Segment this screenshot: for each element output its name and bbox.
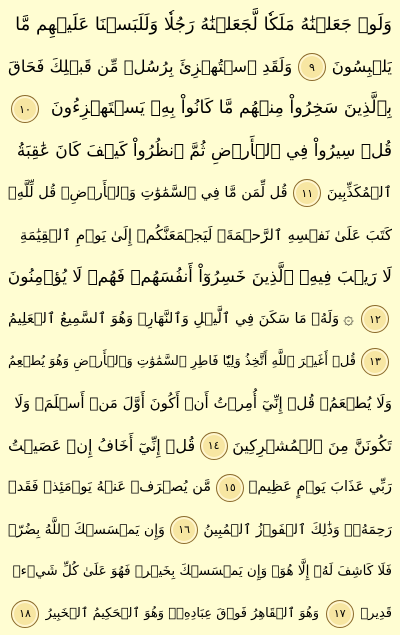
verse-text: فَلَا كَاشِفَ لَهُۥٓ إِلَّا هُوَۖ وَإِن يَمۡسَسۡكَ بِخَيۡرٖ فَهُوَ عَلَىٰ كُلِّ شَيۡءٖ — [12, 563, 392, 580]
verse-number-marker: ١٥ — [216, 474, 244, 502]
hizb-quarter-symbol: ۞ — [343, 308, 354, 330]
verse-text: قُلۡ إِنِّيٓ أَخَافُ إِنۡ عَصَيۡتُ — [8, 435, 196, 455]
verse-text: قُل لِّمَن مَّا فِي ٱلسَّمَٰوَٰتِ وَٱلۡأَرۡضِۖ قُل لِّلَّهِۚ — [8, 185, 288, 202]
verse-text: وَلَقَدِ ٱسۡتُهۡزِئَ بِرُسُلٖ مِّن قَبۡلِكَ فَحَاقَ — [8, 56, 293, 76]
verse-number-marker: ١٦ — [170, 516, 198, 544]
verse-text: مَّن يُصۡرَفۡ عَنۡهُ يَوۡمَئِذٖ فَقَدۡ — [8, 479, 212, 496]
verse-text: قُلۡ أَغَيۡرَ ٱللَّهِ أَتَّخِذُ وَلِيّٗا فَاطِرِ ٱلسَّمَٰوَٰتِ وَٱلۡأَرۡضِ وَهُوَ يُطۡعِمُ — [8, 354, 356, 370]
verse-number-marker: ١٢ — [361, 305, 389, 333]
verse-number-marker: ١٨ — [11, 600, 39, 628]
verse-number-marker: ١٠ — [11, 95, 39, 123]
text-line — [8, 383, 392, 425]
text-line — [8, 467, 392, 509]
verse-text: قُلۡ سِيرُواْ فِي ٱلۡأَرۡضِ ثُمَّ ٱنظُرُواْ كَيۡفَ كَانَ عَٰقِبَةُ — [16, 140, 392, 161]
text-line — [8, 341, 392, 383]
verse-text: يَلۡبِسُونَ — [331, 56, 392, 76]
text-line — [8, 172, 392, 214]
verse-number-marker: ١٣ — [361, 348, 389, 376]
text-line — [8, 256, 392, 298]
verse-text: وَلَوۡ جَعَلۡنَٰهُ مَلَكٗا لَّجَعَلۡنَٰهُ رَجُلٗا وَلَلَبَسۡنَا عَلَيۡهِم مَّا — [15, 14, 392, 36]
verse-text: بِٱلَّذِينَ سَخِرُواْ مِنۡهُم مَّا كَانُواْ بِهِۦ يَسۡتَهۡزِءُونَ — [50, 98, 392, 119]
text-line — [8, 551, 392, 593]
text-line — [8, 88, 392, 130]
verse-text: قَدِيرٞ — [360, 606, 392, 622]
verse-text: وَلَا يُطۡعَمُۗ قُلۡ إِنِّيٓ أُمِرۡتُ أَنۡ أَكُونَ أَوَّلَ مَنۡ أَسۡلَمَۖ وَلَا — [14, 394, 392, 413]
text-line — [8, 509, 392, 551]
verse-text: تَكُونَنَّ مِنَ ٱلۡمُشۡرِكِينَ — [232, 435, 392, 455]
text-line — [8, 298, 392, 340]
verse-text: ٱلۡمُكَذِّبِينَ — [326, 185, 392, 202]
text-line — [8, 214, 392, 256]
text-line — [8, 46, 392, 88]
verse-text: رَبِّي عَذَابَ يَوۡمٍ عَظِيمٖ — [248, 479, 392, 496]
verse-text: وَإِن يَمۡسَسۡكَ ٱللَّهُ بِضُرّٖ — [8, 521, 165, 538]
verse-text: رَحِمَهُۥۚ وَذَٰلِكَ ٱلۡفَوۡزُ ٱلۡمُبِينُ — [203, 521, 392, 538]
text-line — [8, 130, 392, 172]
text-line — [8, 593, 392, 635]
verse-text: كَتَبَ عَلَىٰ نَفۡسِهِ ٱلرَّحۡمَةَۚ لَيَجۡمَعَنَّكُمۡ إِلَىٰ يَوۡمِ ٱلۡقِيَٰمَةِ — [19, 225, 392, 244]
verse-text: وَهُوَ ٱلۡقَاهِرُ فَوۡقَ عِبَادِهِۦۚ وَهُوَ ٱلۡحَكِيمُ ٱلۡخَبِيرُ — [45, 606, 320, 622]
text-line — [8, 425, 392, 467]
verse-number-marker: ١٧ — [326, 600, 354, 628]
verse-number-marker: ١١ — [293, 179, 321, 207]
verse-text: لَا رَيۡبَ فِيهِۚ ٱلَّذِينَ خَسِرُوٓاْ أَنفُسَهُمۡ فَهُمۡ لَا يُؤۡمِنُونَ — [8, 266, 392, 287]
text-line — [8, 4, 392, 46]
verse-number-marker: ١٤ — [200, 432, 228, 460]
verse-number-marker: ٩ — [298, 53, 326, 81]
verse-text: وَلَهُۥ مَا سَكَنَ فِي ٱلَّيۡلِ وَٱلنَّهَارِۚ وَهُوَ ٱلسَّمِيعُ ٱلۡعَلِيمُ — [8, 311, 340, 328]
